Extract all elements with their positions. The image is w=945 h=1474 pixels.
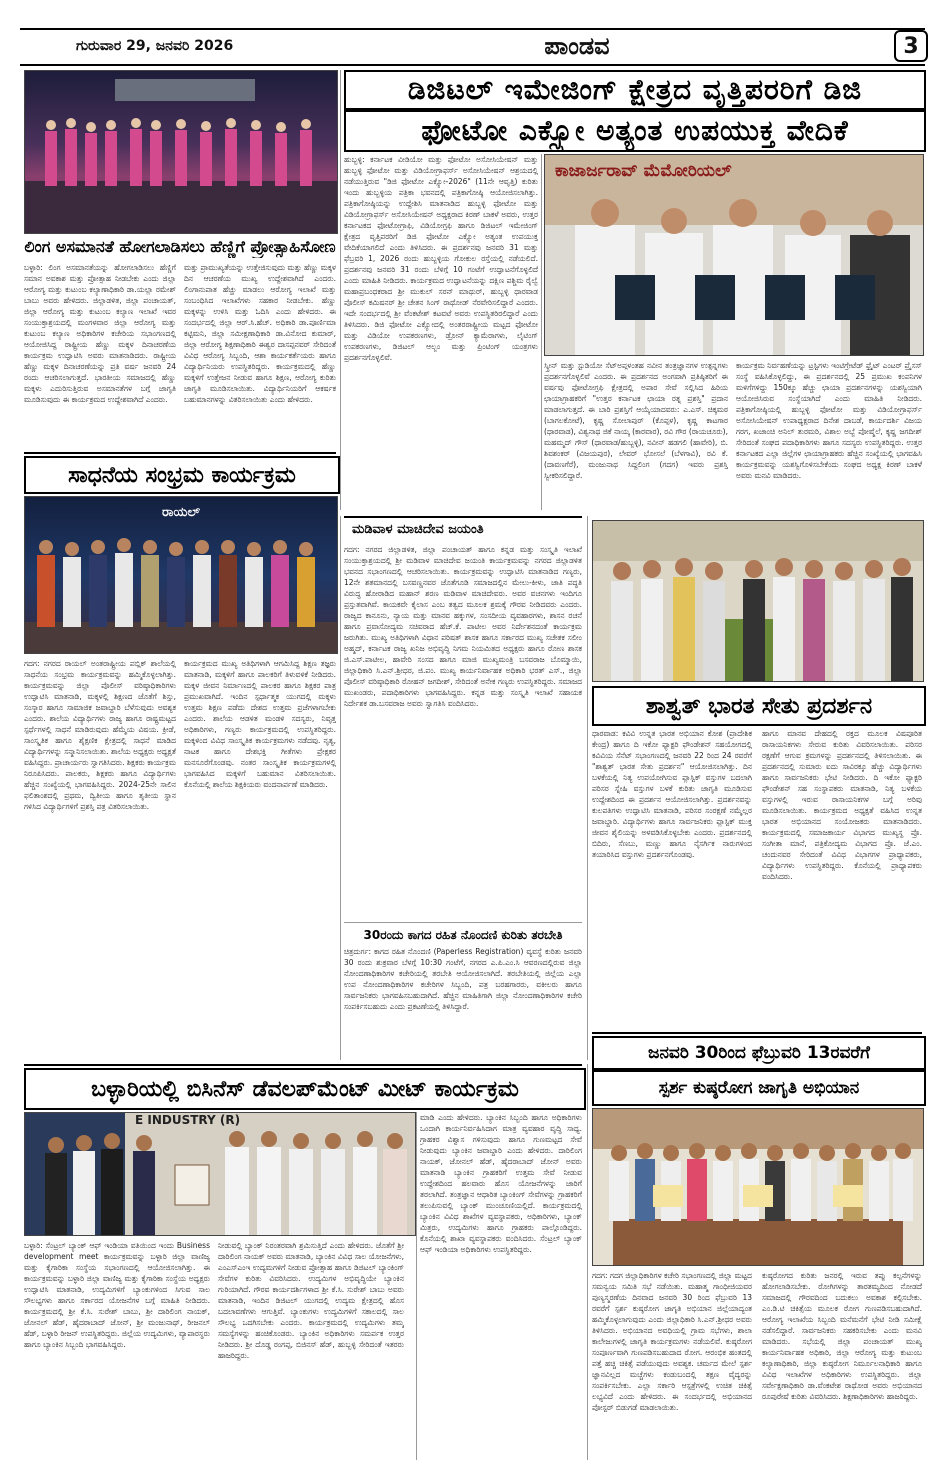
leprosy-headline-line2: ಸ್ಪರ್ಶ ಕುಷ್ಠರೋಗ ಜಾಗೃತಿ ಅಭಿಯಾನ	[592, 1070, 926, 1106]
sadhane-headline: ಸಾಧನೆಯ ಸಂಭ್ರಮ ಕಾರ್ಯಕ್ರಮ	[24, 456, 340, 494]
gender-event-photo	[24, 70, 338, 234]
section-rule	[344, 922, 582, 923]
digi-body-col3: ಕಾರ್ಯಕ್ರಮ ನಿರ್ವಹಣೆಯನ್ನು ಟ್ರಸ್ಟಿಗಳು ಇಂಟಿಗ್ರೇಟೆಡ್ ಫ್ರೈಟ್ ಎಂಟರ್ ಪ್ರೈಸಸ್ ಸಂಸ್ಥೆ ವಹಿಸಿಕೊಳ್ಳಲಿದ್ದು, ಈ ಪ್ರದರ್ಶನದಲ್ಲಿ 25 ಪ್ರಮುಖ ಕಂಪನಿಗಳ ಮಳಿಗೆಗಳಿದ್ದು 150ಕ್ಕೂ ಹೆಚ್ಚು ಛಾಯಾ ಪ್ರದರ್ಶನಗಳನ್ನು ಯಶಸ್ವಿಯಾಗಿ ಆಯೋಜಿಸಿರುವ ಸಂಸ್ಥೆಯಾಗಿದೆ ಎಂದು ಮಾಹಿತಿ ನೀಡಿದರು. ಪತ್ರಿಕಾಗೋಷ್ಠಿಯಲ್ಲಿ ಹುಬ್ಬಳ್ಳಿ ಫೋಟೋ ಮತ್ತು ವಿಡಿಯೋಗ್ರಾಫರ್ಸ್ ಅಸೋಸಿಯೇಷನ್ ಉಪಾಧ್ಯಕ್ಷರಾದ ದಿನೇಶ ದಾಬಡೆ, ಕಾರ್ಯದರ್ಶಿ ವಿಜಯ ಗರಗ, ಖಜಾಂಚಿ ಅನಿಲ್ ತುರಮರಿ, ವಿಶಾಲ ಅಬ್ಬೆ ಪೋಷ್ಮೆಲೆ, ಕೃಷ್ಣ ಜಗದೀಶ್ ಸೇರಿದಂತೆ ಸಂಘದ ಪದಾಧಿಕಾರಿಗಳು ಹಾಗೂ ಸದಸ್ಯರು ಉಪಸ್ಥಿತರಿದ್ದರು. ಉತ್ತರ ಕರ್ನಾಟಕದ ಎಲ್ಲಾ ಜಿಲ್ಲೆಗಳ ಛಾಯಾಗ್ರಾಹಕರು ಹೆಚ್ಚಿನ ಸಂಖ್ಯೆಯಲ್ಲಿ ಭಾಗವಹಿಸಿ ಕಾರ್ಯಕ್ರಮವನ್ನು ಯಶಸ್ವಿಗೊಳಿಸಬೇಕೆಂದು ಸಂಘದ ಅಧ್ಯಕ್ಷ ಕಿರಣ್ ಬಾಕಳೆ ಅವರು ಮನವಿ ಮಾಡಿದರು.	[736, 361, 922, 480]
digi-photo-people	[545, 155, 923, 355]
shashwat-photo-people	[593, 521, 923, 681]
column-rule	[416, 1112, 417, 1460]
masthead-bottom-rule	[20, 64, 925, 66]
gender-body-col2: ಮತ್ತು ಪ್ರಾಮುಖ್ಯತೆಯನ್ನು ಉತ್ತೇಜಿಸುವುದು ಮತ್ತು ಹೆಣ್ಣು ಮಕ್ಕಳ ದಿನ ಆಚರಣೆಯ ಮುಖ್ಯ ಉದ್ದೇಶವಾಗಿದೆ ಎಂದರು. ಲಿಂಗಾನುಪಾತ ಹೆಚ್ಚು ಮಾಡಲು ಆರೋಗ್ಯ ಇಲಾಖೆ ಮತ್ತು ಸಂಬಂಧಿಸಿದ ಇಲಾಖೆಗಳು ಸಹಕಾರ ನೀಡಬೇಕು. ಹೆಣ್ಣು ಮಕ್ಕಳನ್ನು ಉಳಿಸಿ ಮತ್ತು ಓದಿಸಿ ಎಂದು ಹೇಳಿದರು. ಈ ಸಂದರ್ಭದಲ್ಲಿ ಜಿಲ್ಲಾ ಆರ್.ಸಿ.ಹೆಚ್. ಅಧಿಕಾರಿ ಡಾ.ಪೂರ್ಣಿಮಾ ಕಟ್ಟಿಮನಿ, ಜಿಲ್ಲಾ ಸಮೀಕ್ಷಣಾಧಿಕಾರಿ ಡಾ.ವಿನೋದ ಕುಮಾರ್, ಜಿಲ್ಲಾ ಆರೋಗ್ಯ ಶಿಕ್ಷಣಾಧಿಕಾರಿ ಈಶ್ವರ ದಾಸಪ್ಪನವರ್ ಸೇರಿದಂತೆ ವಿವಿಧ ಆರೋಗ್ಯ ಸಿಬ್ಬಂದಿ, ಆಶಾ ಕಾರ್ಯಕರ್ತೆಯರು ಹಾಗೂ ವಿದ್ಯಾರ್ಥಿನಿಯರು ಉಪಸ್ಥಿತರಿದ್ದರು. ಕಾರ್ಯಕ್ರಮದಲ್ಲಿ ಹೆಣ್ಣು ಮಕ್ಕಳಿಗೆ ಉತ್ತೇಜನ ನೀಡುವ ಹಾಗೂ ಶಿಕ್ಷಣ, ಆರೋಗ್ಯ ಕುರಿತು ಜಾಗೃತಿ ಮೂಡಿಸಲಾಯಿತು. ವಿದ್ಯಾರ್ಥಿನಿಯರಿಗೆ ಆಕರ್ಷಕ ಬಹುಮಾನಗಳನ್ನು ವಿತರಿಸಲಾಯಿತು ಎಂದು ಹೇಳಿದರು.	[184, 263, 336, 404]
page-number: 3	[894, 30, 928, 62]
shashwat-body-col2: ಹಾಗೂ ಮಾನವ ದೇಹದಲ್ಲಿ ರಕ್ತದ ಮೂಲಕ ವಿಷಪೂರಿತ ರಾಸಾಯನಿಕಗಳು ಸೇರುವ ಕುರಿತು ವಿವರಿಸಲಾಯಿತು. ಪರಿಸರ ರಕ್ಷಣೆಗೆ ಆಗುವ ಕ್ರಮಗಳನ್ನು ಪ್ರದರ್ಶನದಲ್ಲಿ ತಿಳಿಸಲಾಯಿತು. ಈ ಪ್ರದರ್ಶನದಲ್ಲಿ ಸುಮಾರು ಐದು ಸಾವಿರಕ್ಕೂ ಹೆಚ್ಚು ವಿದ್ಯಾರ್ಥಿಗಳು ಹಾಗೂ ಸಾರ್ವಜನಿಕರು ಭೇಟಿ ನೀಡಿದರು. ದಿ ಇಕೋ ಫ್ಯಾಕ್ಟರಿ ಫೌಂಡೇಶನ್ ಸಹ ಸಂಸ್ಥಾಪಕರು ಮಾತನಾಡಿ, ನಿತ್ಯ ಬಳಕೆಯ ವಸ್ತುಗಳಲ್ಲಿ ಇರುವ ರಾಸಾಯನಿಕಗಳ ಬಗ್ಗೆ ಅರಿವು ಮೂಡಿಸಲಾಯಿತು. ಕಾರ್ಯಕ್ರಮದ ಅಧ್ಯಕ್ಷತೆ ವಹಿಸಿದ ಉನ್ನತ ಭಾರತ ಅಭಿಯಾನದ ಸಂಯೋಜಕರು ಮಾತನಾಡಿದರು. ಕಾರ್ಯಕ್ರಮದಲ್ಲಿ ಸಮಾಜಕಾರ್ಯ ವಿಭಾಗದ ಮುಖ್ಯಸ್ಥ ಪ್ರೊ. ಸಂಗೀತಾ ಮಾನೆ, ಪತ್ರಿಕೋದ್ಯಮ ವಿಭಾಗದ ಪ್ರೊ. ಜೆ.ಎಂ. ಚಂದುನವರ ಸೇರಿದಂತೆ ವಿವಿಧ ವಿಭಾಗಗಳ ಪ್ರಾಧ್ಯಾಪಕರು, ವಿದ್ಯಾರ್ಥಿಗಳು ಉಪಸ್ಥಿತರಿದ್ದರು. ಕೊನೆಯಲ್ಲಿ ಪ್ರಾಧ್ಯಾಪಕರು ವಂದಿಸಿದರು.	[762, 729, 922, 881]
gender-body-col1: ಬಳ್ಳಾರಿ: ಲಿಂಗ ಅಸಮಾನತೆಯನ್ನು ಹೋಗಲಾಡಿಸಲು ಹೆಣ್ಣಿಗೆ ಸಮಾನ ಅವಕಾಶ ಮತ್ತು ಪ್ರೋತ್ಸಾಹ ನೀಡಬೇಕು ಎಂದು ಜಿಲ್ಲಾ ಆರೋಗ್ಯ ಮತ್ತು ಕುಟುಂಬ ಕಲ್ಯಾಣಾಧಿಕಾರಿ ಡಾ.ಯಲ್ಲಾ ರಮೇಶ್ ಬಾಬು ಅವರು ಹೇಳಿದರು. ಜಿಲ್ಲಾಡಳಿತ, ಜಿಲ್ಲಾ ಪಂಚಾಯತ್, ಜಿಲ್ಲಾ ಆರೋಗ್ಯ ಮತ್ತು ಕುಟುಂಬ ಕಲ್ಯಾಣ ಇಲಾಖೆ ಇವರ ಸಂಯುಕ್ತಾಶ್ರಯದಲ್ಲಿ ಮಂಗಳವಾರ ಜಿಲ್ಲಾ ಆರೋಗ್ಯ ಮತ್ತು ಕುಟುಂಬ ಕಲ್ಯಾಣ ಅಧಿಕಾರಿಗಳ ಕಚೇರಿಯ ಸಭಾಂಗಣದಲ್ಲಿ ಆಯೋಜಿಸಿದ್ದ ರಾಷ್ಟ್ರೀಯ ಹೆಣ್ಣು ಮಕ್ಕಳ ದಿನಾಚರಣೆಯ ಕಾರ್ಯಕ್ರಮ ಉದ್ಘಾಟಿಸಿ ಅವರು ಮಾತನಾಡಿದರು. ರಾಷ್ಟ್ರೀಯ ಹೆಣ್ಣು ಮಕ್ಕಳ ದಿನಾಚರಣೆಯನ್ನು ಪ್ರತಿ ವರ್ಷ ಜನವರಿ 24 ರಂದು ಆಚರಿಸಲಾಗುತ್ತದೆ. ಭಾರತೀಯ ಸಮಾಜದಲ್ಲಿ ಹೆಣ್ಣು ಮಕ್ಕಳು ಎದುರಿಸುತ್ತಿರುವ ಅಸಮಾನತೆಗಳ ಬಗ್ಗೆ ಜಾಗೃತಿ ಮೂಡಿಸುವುದು ಈ ಕಾರ್ಯಕ್ರಮದ ಉದ್ದೇಶವಾಗಿದೆ ಎಂದರು.	[24, 263, 176, 404]
bmeet-event-photo	[24, 1112, 416, 1236]
section-rule	[24, 452, 336, 454]
sadhane-body-col1: ಗದಗ: ನಗರದ ರಾಯಲ್ ಅಂತರಾಷ್ಟ್ರೀಯ ಪಬ್ಲಿಕ್ ಶಾಲೆಯಲ್ಲಿ ಸಾಧನೆಯ ಸಂಭ್ರಮ ಕಾರ್ಯಕ್ರಮವನ್ನು ಹಮ್ಮಿಕೊಳ್ಳಲಾಗಿತ್ತು. ಕಾರ್ಯಕ್ರಮವನ್ನು ಜಿಲ್ಲಾ ಪೊಲೀಸ್ ವರಿಷ್ಠಾಧಿಕಾರಿಗಳು ಉದ್ಘಾಟಿಸಿ ಮಾತನಾಡಿ, ಮಕ್ಕಳಲ್ಲಿ ಶಿಕ್ಷಣದ ಜೊತೆಗೆ ಶಿಸ್ತು, ಸಂಸ್ಕಾರ ಹಾಗೂ ಸಾಮಾಜಿಕ ಜವಾಬ್ದಾರಿ ಬೆಳೆಸುವುದು ಅವಶ್ಯಕ ಎಂದರು. ಶಾಲೆಯ ವಿದ್ಯಾರ್ಥಿಗಳು ರಾಜ್ಯ ಹಾಗೂ ರಾಷ್ಟ್ರಮಟ್ಟದ ಸ್ಪರ್ಧೆಗಳಲ್ಲಿ ಸಾಧನೆ ಮಾಡಿರುವುದು ಹೆಮ್ಮೆಯ ವಿಷಯ. ಕ್ರೀಡೆ, ಸಾಂಸ್ಕೃತಿಕ ಹಾಗೂ ಶೈಕ್ಷಣಿಕ ಕ್ಷೇತ್ರದಲ್ಲಿ ಸಾಧನೆ ಮಾಡಿದ ವಿದ್ಯಾರ್ಥಿಗಳನ್ನು ಸನ್ಮಾನಿಸಲಾಯಿತು. ಶಾಲೆಯ ಅಧ್ಯಕ್ಷರು ಅಧ್ಯಕ್ಷತೆ ವಹಿಸಿದ್ದರು. ಪ್ರಾಚಾರ್ಯರು ಸ್ವಾಗತಿಸಿದರು. ಶಿಕ್ಷಕರು ಕಾರ್ಯಕ್ರಮ ನಿರೂಪಿಸಿದರು. ಪಾಲಕರು, ಶಿಕ್ಷಕರು ಹಾಗೂ ವಿದ್ಯಾರ್ಥಿಗಳು ಹೆಚ್ಚಿನ ಸಂಖ್ಯೆಯಲ್ಲಿ ಭಾಗವಹಿಸಿದ್ದರು. 2024-25ನೇ ಸಾಲಿನ ಫಲಿತಾಂಶದಲ್ಲಿ ಪ್ರಥಮ, ದ್ವಿತೀಯ ಹಾಗೂ ತೃತೀಯ ಸ್ಥಾನ ಗಳಿಸಿದ ವಿದ್ಯಾರ್ಥಿಗಳಿಗೆ ಪ್ರಶಸ್ತಿ ಪತ್ರ ವಿತರಿಸಲಾಯಿತು.	[24, 659, 176, 811]
madivala-headline: ಮಡಿವಾಳ ಮಾಚಿದೇವ ಜಯಂತಿ	[352, 521, 484, 537]
leprosy-headline-line1: ಜನವರಿ 30ರಿಂದ ಫೆಬ್ರುವರಿ 13ರವರೆಗೆ	[592, 1036, 926, 1070]
column-rule	[587, 1064, 588, 1460]
sadhane-photo-banner: ರಾಯಲ್	[161, 505, 201, 520]
leprosy-body-col1: ಗದಗ: ಗದಗ ಜಿಲ್ಲಾಧಿಕಾರಿಗಳ ಕಚೇರಿ ಸಭಾಂಗಣದಲ್ಲಿ ಜಿಲ್ಲಾ ಮಟ್ಟದ ಸಮನ್ವಯ ಸಮಿತಿ ಸಭೆ ನಡೆಯಿತು. ಮಹಾತ್ಮ ಗಾಂಧೀಜಿಯವರ ಪುಣ್ಯಸ್ಮರಣೆಯ ದಿನವಾದ ಜನವರಿ 30 ರಿಂದ ಫೆಬ್ರುವರಿ 13 ರವರೆಗೆ ಸ್ಪರ್ಶ ಕುಷ್ಠರೋಗ ಜಾಗೃತಿ ಅಭಿಯಾನ ಜಿಲ್ಲೆಯಾದ್ಯಂತ ಹಮ್ಮಿಕೊಳ್ಳಲಾಗುವುದು ಎಂದು ಜಿಲ್ಲಾಧಿಕಾರಿ ಸಿ.ಎನ್.ಶ್ರೀಧರ ಅವರು ತಿಳಿಸಿದರು. ಅಭಿಯಾನದ ಅವಧಿಯಲ್ಲಿ ಗ್ರಾಮ ಸಭೆಗಳು, ಶಾಲಾ ಕಾಲೇಜುಗಳಲ್ಲಿ ಜಾಗೃತಿ ಕಾರ್ಯಕ್ರಮಗಳು ನಡೆಯಲಿವೆ. ಕುಷ್ಠರೋಗ ಸಂಪೂರ್ಣವಾಗಿ ಗುಣಪಡಿಸಬಹುದಾದ ರೋಗ. ಆರಂಭಿಕ ಹಂತದಲ್ಲಿ ಪತ್ತೆ ಹಚ್ಚಿ ಚಿಕಿತ್ಸೆ ಪಡೆಯುವುದು ಅವಶ್ಯಕ. ಚರ್ಮದ ಮೇಲೆ ಸ್ಪರ್ಶ ಜ್ಞಾನವಿಲ್ಲದ ಮಚ್ಚೆಗಳು ಕಂಡುಬಂದಲ್ಲಿ ತಕ್ಷಣ ವೈದ್ಯರನ್ನು ಸಂಪರ್ಕಿಸಬೇಕು. ಎಲ್ಲಾ ಸರ್ಕಾರಿ ಆಸ್ಪತ್ರೆಗಳಲ್ಲಿ ಉಚಿತ ಚಿಕಿತ್ಸೆ ಲಭ್ಯವಿದೆ ಎಂದು ಹೇಳಿದರು. ಈ ಸಂದರ್ಭದಲ್ಲಿ ಅಭಿಯಾನದ ಪೋಸ್ಟರ್ ಬಿಡುಗಡೆ ಮಾಡಲಾಯಿತು.	[592, 1271, 752, 1412]
digi-body-col2: ಸ್ಕ್ರೀನ್ ಮತ್ತು ಸ್ಟುಡಿಯೋ ಸೆಟ್ಅಪ್ಗಳಂತಹ ನವೀನ ತಂತ್ರಜ್ಞಾನಗಳ ಉತ್ಪನ್ನಗಳು ಪ್ರದರ್ಶನಗೊಳ್ಳಲಿವೆ ಎಂದರು. ಈ ಪ್ರದರ್ಶನದ ಅಂಗವಾಗಿ ಪ್ರತಿಷ್ಠಿತರಿಗೆ ಈ ವರ್ಷವು ಫೋಟೋಗ್ರಫಿ ಕ್ಷೇತ್ರದಲ್ಲಿ ಅಪಾರ ಸೇವೆ ಸಲ್ಲಿಸಿದ ಹಿರಿಯ ಛಾಯಾಗ್ರಾಹಕರಿಗೆ "ಉತ್ತರ ಕರ್ನಾಟಕ ಛಾಯಾ ರತ್ನ ಪ್ರಶಸ್ತಿ" ಪ್ರದಾನ ಮಾಡಲಾಗುತ್ತದೆ. ಈ ಬಾರಿ ಪ್ರಶಸ್ತಿಗೆ ಆಯ್ಕೆಯಾದವರು: ಎ.ಎಸ್. ಚಿಕ್ಕಮಠ (ಬಾಗಲಕೋಟೆ), ಕೃಷ್ಣ ಸೋಲಾಪುರ್ (ಕೊಪ್ಪಳ), ಕೃಷ್ಣ ಕಾಟಗಾರ (ಧಾರವಾಡ), ವಿಶ್ವನಾಥ ಜಿಕೆ ನಾಯ್ಕ (ಕಾರವಾರ), ರವಿ ಗೌರ (ರಾಯಚೂರು), ಮಹಮ್ಮದ್ ಗೌಸ್ (ಧಾರವಾಡ/ಹುಬ್ಬಳ್ಳಿ), ನವೀನ್ ಹಡಗಲಿ (ಹಾವೇರಿ), ಬಿ. ಶಿವಶಂಕರ್ (ವಿಜಯಪುರ), ಲೇವರ್ ಭೋಸಲೆ (ಬೆಳಗಾವಿ), ರವಿ ಕೆ. (ದಾವಣಗೆರೆ), ಮಂಜುನಾಥ ಸಿದ್ದಲಿಂಗ (ಗದಗ) ಇವರು ಪ್ರಶಸ್ತಿ ಸ್ವೀಕರಿಸಲಿದ್ದಾರೆ.	[544, 361, 728, 480]
masthead-title: ಪಾಂಡವ	[544, 32, 610, 60]
bmeet-body-col3: ಮಾಡಿ ಎಂದು ಹೇಳಿದರು. ಬ್ಯಾಂಕಿನ ಸಿಬ್ಬಂದಿ ಹಾಗೂ ಅಧಿಕಾರಿಗಳು ಒಂದಾಗಿ ಕಾರ್ಯನಿರ್ವಹಿಸಿದಾಗ ಮಾತ್ರ ವ್ಯವಹಾರ ವೃದ್ಧಿ ಸಾಧ್ಯ. ಗ್ರಾಹಕರ ವಿಶ್ವಾಸ ಗಳಿಸುವುದು ಹಾಗೂ ಗುಣಮಟ್ಟದ ಸೇವೆ ನೀಡುವುದು ಬ್ಯಾಂಕಿನ ಜವಾಬ್ದಾರಿ ಎಂದು ಹೇಳಿದರು. ದಾರಿಲಿಂಗ ನಾಯಕ್, ಜೋನಲ್ ಹೆಡ್, ಹೈದರಾಬಾದ್ ಜೋನ್ ಅವರು ಮಾತನಾಡಿ ಬ್ಯಾಂಕಿನ ಗ್ರಾಹಕರಿಗೆ ಉತ್ತಮ ಸೇವೆ ನೀಡುವ ಉದ್ದೇಶದಿಂದ ಹಲವಾರು ಹೊಸ ಯೋಜನೆಗಳನ್ನು ಜಾರಿಗೆ ತರಲಾಗಿದೆ. ತಂತ್ರಜ್ಞಾನ ಆಧಾರಿತ ಬ್ಯಾಂಕಿಂಗ್ ಸೇವೆಗಳನ್ನು ಗ್ರಾಹಕರಿಗೆ ತಲುಪಿಸುವಲ್ಲಿ ಬ್ಯಾಂಕ್ ಮುಂಚೂಣಿಯಲ್ಲಿದೆ. ಕಾರ್ಯಕ್ರಮದಲ್ಲಿ ಬ್ಯಾಂಕಿನ ವಿವಿಧ ಶಾಖೆಗಳ ವ್ಯವಸ್ಥಾಪಕರು, ಅಧಿಕಾರಿಗಳು, ಬ್ಯಾಂಕ್ ಮಿತ್ರರು, ಉದ್ಯಮಿಗಳು ಹಾಗೂ ಗ್ರಾಹಕರು ಪಾಲ್ಗೊಂಡಿದ್ದರು. ಕೊನೆಯಲ್ಲಿ ಶಾಖಾ ವ್ಯವಸ್ಥಾಪಕರು ವಂದಿಸಿದರು. ಸೆಂಟ್ರಲ್ ಬ್ಯಾಂಕ್ ಆಫ್ ಇಂಡಿಯಾ ಅಧಿಕಾರಿಗಳು ಉಪಸ್ಥಿತರಿದ್ದರು.	[420, 1113, 582, 1254]
shashwat-headline: ಶಾಶ್ವತ್ ಭಾರತ ಸೇತು ಪ್ರದರ್ಶನ	[592, 686, 926, 726]
leprosy-photo-people	[593, 1109, 923, 1265]
digi-body-col1: ಹುಬ್ಬಳ್ಳಿ: ಕರ್ನಾಟಕ ವೀಡಿಯೋ ಮತ್ತು ಫೋಟೋ ಅಸೋಸಿಯೇಷನ್ ಮತ್ತು ಹುಬ್ಬಳ್ಳಿ ಫೋಟೋ ಮತ್ತು ವಿಡಿಯೋಗ್ರಾಫರ್ಸ್ ಅಸೋಸಿಯೇಷನ್ ಆಶ್ರಯದಲ್ಲಿ ನಡೆಯುತ್ತಿರುವ "ಡಿಜಿ ಫೋಟೋ ಎಕ್ಸ್ಪೋ-2026" (11ನೇ ಆವೃತ್ತಿ) ಕುರಿತು ಇಂದು ಹುಬ್ಬಳ್ಳಿಯ ಪತ್ರಿಕಾ ಭವನದಲ್ಲಿ ಪತ್ರಿಕಾಗೋಷ್ಠಿ ಆಯೋಜಿಸಲಾಗಿತ್ತು. ಪತ್ರಿಕಾಗೋಷ್ಠಿಯನ್ನು ಉದ್ದೇಶಿಸಿ ಮಾತನಾಡಿದ ಹುಬ್ಬಳ್ಳಿ ಫೋಟೋ ಮತ್ತು ವಿಡಿಯೋಗ್ರಾಫರ್ಸ್ ಅಸೋಸಿಯೇಷನ್ ಅಧ್ಯಕ್ಷರಾದ ಕಿರಣ್ ಬಾಕಳೆ ಅವರು, ಉತ್ತರ ಕರ್ನಾಟಕದ ಫೋಟೋಗ್ರಾಫಿ, ವಿಡಿಯೋಗ್ರಫಿ ಹಾಗೂ ಡಿಜಿಟಲ್ ಇಮೇಜಿಂಗ್ ಕ್ಷೇತ್ರದ ವೃತ್ತಿಪರರಿಗೆ ಡಿಜಿ ಫೋಟೋ ಎಕ್ಸ್ಪೋ ಅತ್ಯಂತ ಉಪಯುಕ್ತ ವೇದಿಕೆಯಾಗಲಿದೆ ಎಂದು ತಿಳಿಸಿದರು. ಈ ಪ್ರದರ್ಶನವು ಜನವರಿ 31 ಮತ್ತು ಫೆಬ್ರವರಿ 1, 2026 ರಂದು ಹುಬ್ಬಳ್ಳಿಯ ಗೋಕುಲ ರಸ್ತೆಯಲ್ಲಿ ನಡೆಯಲಿದೆ. ಪ್ರದರ್ಶನವು ಜನವರಿ 31 ರಂದು ಬೆಳಿಗ್ಗೆ 10 ಗಂಟೆಗೆ ಉದ್ಘಾಟನೆಗೊಳ್ಳಲಿದೆ ಎಂದು ಮಾಹಿತಿ ನೀಡಿದರು. ಕಾರ್ಯಕ್ರಮದ ಉದ್ಘಾಟನೆಯನ್ನು ದಕ್ಷಿಣ ಪಶ್ಚಿಮ ರೈಲ್ವೆ ಮಹಾಪ್ರಬಂಧಕರಾದ ಶ್ರೀ ಮುಕುಲ್ ಸರನ್ ಮಾಥುರ್, ಹುಬ್ಬಳ್ಳಿ ಧಾರವಾಡ ಪೊಲೀಸ್ ಕಮಿಷನರ್ ಶ್ರೀ ಚೇತನ ಸಿಂಗ್ ರಾಥೋಡ್ ನೆರವೇರಿಸಲಿದ್ದಾರೆ ಎಂದರು. ಇದೇ ಸಂದರ್ಭದಲ್ಲಿ ಶ್ರೀ ವೆಂಕಟೇಶ್ ಕಟವಟೆ ಅವರು ಉಪಸ್ಥಿತರಿರಲಿದ್ದಾರೆ ಎಂದು ತಿಳಿಸಿದರು. ಡಿಜಿ ಫೋಟೋ ಎಕ್ಸ್ಪೋದಲ್ಲಿ ಅಂತರರಾಷ್ಟ್ರೀಯ ಮಟ್ಟದ ಫೋಟೋ ಮತ್ತು ವಿಡಿಯೋ ಉಪಕರಣಗಳು, ಡ್ರೋನ್ ಕ್ಯಾಮೆರಾಗಳು, ಲೈಟಿಂಗ್ ಉಪಕರಣಗಳು, ಡಿಜಿಟಲ್ ಆಲ್ಬಂ ಮತ್ತು ಪ್ರಿಂಟಿಂಗ್ ಯಂತ್ರಗಳು ಪ್ರದರ್ಶನಗೊಳ್ಳಲಿವೆ.	[344, 155, 538, 362]
column-rule	[340, 70, 341, 510]
column-rule	[541, 154, 542, 510]
masthead	[16, 30, 928, 62]
gender-photo-scene	[25, 71, 337, 233]
bmeet-body-col2: ನೀಡುವಲ್ಲಿ ಬ್ಯಾಂಕ್ ನಿರಂತರವಾಗಿ ಶ್ರಮಿಸುತ್ತಿದೆ ಎಂದು ಹೇಳಿದರು. ಜೊತೆಗೆ ಶ್ರೀ ದಾರಿಲಿಂಗ ನಾಯಕ್ ಅವರು ಮಾತನಾಡಿ, ಬ್ಯಾಂಕಿನ ವಿವಿಧ ಸಾಲ ಯೋಜನೆಗಳು, ಎಂಎಸ್‌ಎಂಇ ಉದ್ಯಮಗಳಿಗೆ ನೀಡುವ ಪ್ರೋತ್ಸಾಹ ಹಾಗೂ ಡಿಜಿಟಲ್ ಬ್ಯಾಂಕಿಂಗ್ ಸೇವೆಗಳ ಕುರಿತು ವಿವರಿಸಿದರು. ಉದ್ಯಮಿಗಳ ಅಭಿವೃದ್ಧಿಯೇ ಬ್ಯಾಂಕಿನ ಗುರಿಯಾಗಿದೆ. ಗೌರವ ಕಾರ್ಯದರ್ಶಿಗಳಾದ ಶ್ರೀ ಕೆ.ಸಿ. ಸುರೇಶ್ ಬಾಬು ಅವರು ಮಾತನಾಡಿ, ಇಂದಿನ ಡಿಜಿಟಲ್ ಯುಗದಲ್ಲಿ ಉದ್ಯಮ ಕ್ಷೇತ್ರದಲ್ಲಿ ಹೊಸ ಬದಲಾವಣೆಗಳು ಆಗುತ್ತಿವೆ. ಬ್ಯಾಂಕುಗಳು ಉದ್ಯಮಿಗಳಿಗೆ ಸಕಾಲದಲ್ಲಿ ಸಾಲ ಸೌಲಭ್ಯ ಒದಗಿಸಬೇಕು ಎಂದರು. ಕಾರ್ಯಕ್ರಮದಲ್ಲಿ ಉದ್ಯಮಿಗಳು ತಮ್ಮ ಸಮಸ್ಯೆಗಳನ್ನು ಹಂಚಿಕೊಂಡರು. ಬ್ಯಾಂಕಿನ ಅಧಿಕಾರಿಗಳು ಸಮರ್ಪಕ ಉತ್ತರ ನೀಡಿದರು. ಶ್ರೀ ದೊಡ್ಡ ರಂಗಪ್ಪ, ಬಿಜಿನಸ್ ಹೆಡ್, ಹುಬ್ಬಳ್ಳಿ ಸೇರಿದಂತೆ ಇತರರು ಹಾಜರಿದ್ದರು.	[218, 1241, 404, 1360]
paperless-body: ಚಿತ್ರದುರ್ಗ: ಕಾಗದ ರಹಿತ ನೊಂದಣಿ (Paperless Registration) ವ್ಯವಸ್ಥೆ ಕುರಿತು ಜನವರಿ 30 ರಂದು ಶುಕ್ರವಾರ ಬೆಳಗ್ಗೆ 10:30 ಗಂಟೆಗೆ, ನಗರದ ಎ.ಪಿ.ಎಂ.ಸಿ ಆವರಣದಲ್ಲಿರುವ ಜಿಲ್ಲಾ ನೋಂದಣಾಧಿಕಾರಿಗಳ ಕಚೇರಿಯಲ್ಲಿ ತರಬೇತಿ ಆಯೋಜಿಸಲಾಗಿದೆ. ತರಬೇತಿಯಲ್ಲಿ ಜಿಲ್ಲೆಯ ಎಲ್ಲಾ ಉಪ ನೋಂದಣಾಧಿಕಾರಿಗಳ ಕಚೇರಿಗಳ ಸಿಬ್ಬಂದಿ, ಪತ್ರ ಬರಹಗಾರರು, ವಕೀಲರು ಹಾಗೂ ಸಾರ್ವಜನಿಕರು ಭಾಗವಹಿಸಬಹುದಾಗಿದೆ. ಹೆಚ್ಚಿನ ಮಾಹಿತಿಗಾಗಿ ಜಿಲ್ಲಾ ನೋಂದಣಾಧಿಕಾರಿಗಳ ಕಚೇರಿ ಸಂಪರ್ಕಿಸಬಹುದು ಎಂದು ಪ್ರಕಟಣೆಯಲ್ಲಿ ತಿಳಿಸಿದ್ದಾರೆ.	[344, 947, 582, 1011]
paperless-headline: 30ರಂದು ಕಾಗದ ರಹಿತ ನೊಂದಣಿ ಕುರಿತು ತರಬೇತಿ	[363, 927, 563, 942]
digi-photo-banner: ಕಾಜಾರ್ಜರಾವ್ ಮೆಮೋರಿಯಲ್	[555, 161, 732, 181]
sadhane-body-col2: ಕಾರ್ಯಕ್ರಮದ ಮುಖ್ಯ ಅತಿಥಿಗಳಾಗಿ ಆಗಮಿಸಿದ್ದ ಶಿಕ್ಷಣ ತಜ್ಞರು ಮಾತನಾಡಿ, ಮಕ್ಕಳಿಗೆ ಹಾಗೂ ಪಾಲಕರಿಗೆ ತಿಳುವಳಿಕೆ ನೀಡಿದರು. ಮಕ್ಕಳ ಜೀವನ ನಿರ್ಮಾಣದಲ್ಲಿ ಪಾಲಕರ ಹಾಗೂ ಶಿಕ್ಷಕರ ಪಾತ್ರ ಪ್ರಮುಖವಾಗಿದೆ. ಇಂದಿನ ಸ್ಪರ್ಧಾತ್ಮಕ ಯುಗದಲ್ಲಿ ಮಕ್ಕಳು ಉತ್ತಮ ಶಿಕ್ಷಣ ಪಡೆದು ದೇಶದ ಉತ್ತಮ ಪ್ರಜೆಗಳಾಗಬೇಕು ಎಂದರು. ಶಾಲೆಯ ಆಡಳಿತ ಮಂಡಳಿ ಸದಸ್ಯರು, ನಿವೃತ್ತ ಅಧಿಕಾರಿಗಳು, ಗಣ್ಯರು ಕಾರ್ಯಕ್ರಮದಲ್ಲಿ ಉಪಸ್ಥಿತರಿದ್ದರು. ಮಕ್ಕಳಿಂದ ವಿವಿಧ ಸಾಂಸ್ಕೃತಿಕ ಕಾರ್ಯಕ್ರಮಗಳು ನಡೆದವು. ನೃತ್ಯ, ನಾಟಕ ಹಾಗೂ ದೇಶಭಕ್ತಿ ಗೀತೆಗಳು ಪ್ರೇಕ್ಷಕರ ಮನಸೂರೆಗೊಂಡವು. ನಂತರ ಸಾಂಸ್ಕೃತಿಕ ಕಾರ್ಯಕ್ರಮಗಳಲ್ಲಿ ಭಾಗವಹಿಸಿದ ಮಕ್ಕಳಿಗೆ ಬಹುಮಾನ ವಿತರಿಸಲಾಯಿತು. ಕೊನೆಯಲ್ಲಿ ಶಾಲೆಯ ಶಿಕ್ಷಕಿಯರು ವಂದನಾರ್ಪಣೆ ಮಾಡಿದರು.	[184, 659, 336, 789]
madivala-body: ಗದಗ: ನಗರದ ಜಿಲ್ಲಾಡಳಿತ, ಜಿಲ್ಲಾ ಪಂಚಾಯತ್ ಹಾಗೂ ಕನ್ನಡ ಮತ್ತು ಸಂಸ್ಕೃತಿ ಇಲಾಖೆ ಸಂಯುಕ್ತಾಶ್ರಯದಲ್ಲಿ ಶ್ರೀ ಮಡಿವಾಳ ಮಾಚಿದೇವ ಜಯಂತಿ ಕಾರ್ಯಕ್ರಮವನ್ನು ನಗರದ ಜಿಲ್ಲಾಡಳಿತ ಭವನದ ಸಭಾಂಗಣದಲ್ಲಿ ಆಚರಿಸಲಾಯಿತು. ಕಾರ್ಯಕ್ರಮವನ್ನು ಉದ್ಘಾಟಿಸಿ ಮಾತನಾಡಿದ ಗಣ್ಯರು, 12ನೇ ಶತಮಾನದಲ್ಲಿ ಬಸವಣ್ಣನವರ ಜೊತೆಗೂಡಿ ಸಮಾಜದಲ್ಲಿನ ಮೇಲು-ಕೀಳು, ಜಾತಿ ಪದ್ಧತಿ ವಿರುದ್ಧ ಹೋರಾಡಿದ ಮಹಾನ್ ಶರಣ ಮಡಿವಾಳ ಮಾಚಿದೇವರು. ಅವರ ವಚನಗಳು ಇಂದಿಗೂ ಪ್ರಸ್ತುತವಾಗಿವೆ. ಕಾಯಕವೇ ಕೈಲಾಸ ಎಂಬ ತತ್ವದ ಮೂಲಕ ಶ್ರಮಕ್ಕೆ ಗೌರವ ನೀಡಿದವರು ಎಂದರು. ರಾಜ್ಯದ ಕಾನೂನು, ನ್ಯಾಯ ಮತ್ತು ಮಾನವ ಹಕ್ಕುಗಳ, ಸಂಸದೀಯ ವ್ಯವಹಾರಗಳು, ಶಾಸನ ರಚನೆ ಹಾಗೂ ಪ್ರವಾಸೋದ್ಯಮ ಸಚಿವರಾದ ಹೆಚ್.ಕೆ. ಪಾಟೀಲ ಅವರ ನಿರ್ದೇಶನದಂತೆ ಕಾರ್ಯಕ್ರಮ ಜರುಗಿತು. ಮುಖ್ಯ ಅತಿಥಿಗಳಾಗಿ ವಿಧಾನ ಪರಿಷತ್ ಶಾಸಕ ಹಾಗೂ ಸರ್ಕಾರದ ಮುಖ್ಯ ಸಚೇತಕ ಸಲೀಂ ಅಹ್ಮದ್, ಕರ್ನಾಟಕ ರಾಜ್ಯ ಖನಿಜ ಅಭಿವೃದ್ಧಿ ನಿಗಮ ನಿಯಮಿತದ ಅಧ್ಯಕ್ಷರು ಹಾಗೂ ರೋಣ ಶಾಸಕ ಜಿ.ಎಸ್.ಪಾಟೀಲ, ಹಾವೇರಿ ಸಂಸದ ಹಾಗೂ ಮಾಜಿ ಮುಖ್ಯಮಂತ್ರಿ ಬಸವರಾಜ ಬೊಮ್ಮಾಯಿ, ಜಿಲ್ಲಾಧಿಕಾರಿ ಸಿ.ಎನ್.ಶ್ರೀಧರ, ಜಿ.ಪಂ. ಮುಖ್ಯ ಕಾರ್ಯನಿರ್ವಾಹಕ ಅಧಿಕಾರಿ ಭರತ್ ಎಸ್., ಜಿಲ್ಲಾ ಪೊಲೀಸ್ ವರಿಷ್ಠಾಧಿಕಾರಿ ರೋಹನ್ ಜಗದೀಶ್, ಸೇರಿದಂತೆ ಅನೇಕ ಗಣ್ಯರು ಉಪಸ್ಥಿತರಿದ್ದರು. ಸಮಾಜದ ಮುಖಂಡರು, ಪದಾಧಿಕಾರಿಗಳು ಭಾಗವಹಿಸಿದ್ದರು. ಕನ್ನಡ ಮತ್ತು ಸಂಸ್ಕೃತಿ ಇಲಾಖೆ ಸಹಾಯಕ ನಿರ್ದೇಶಕ ಡಾ.ಬಸವರಾಜ ಅವರು ಸ್ವಾಗತಿಸಿ ವಂದಿಸಿದರು.	[344, 545, 582, 708]
column-rule	[340, 516, 341, 1060]
digi-expo-photo	[544, 154, 924, 356]
shashwat-event-photo	[592, 520, 924, 682]
column-rule	[587, 516, 588, 1060]
section-rule	[592, 1032, 922, 1034]
leprosy-body-col2: ಕುಷ್ಠರೋಗದ ಕುರಿತು ಜನರಲ್ಲಿ ಇರುವ ತಪ್ಪು ಕಲ್ಪನೆಗಳನ್ನು ಹೋಗಲಾಡಿಸಬೇಕು. ರೋಗಿಗಳನ್ನು ತಾರತಮ್ಯದಿಂದ ನೋಡದೆ ಸಮಾಜದಲ್ಲಿ ಗೌರವದಿಂದ ಬದುಕಲು ಅವಕಾಶ ಕಲ್ಪಿಸಬೇಕು. ಎಂ.ಡಿ.ಟಿ ಚಿಕಿತ್ಸೆಯ ಮೂಲಕ ರೋಗ ಗುಣಪಡಿಸಬಹುದಾಗಿದೆ. ಆರೋಗ್ಯ ಇಲಾಖೆಯ ಸಿಬ್ಬಂದಿ ಮನೆಮನೆಗೆ ಭೇಟಿ ನೀಡಿ ಸಮೀಕ್ಷೆ ನಡೆಸಲಿದ್ದಾರೆ. ಸಾರ್ವಜನಿಕರು ಸಹಕರಿಸಬೇಕು ಎಂದು ಮನವಿ ಮಾಡಿದರು. ಸಭೆಯಲ್ಲಿ ಜಿಲ್ಲಾ ಪಂಚಾಯತ್ ಮುಖ್ಯ ಕಾರ್ಯನಿರ್ವಾಹಕ ಅಧಿಕಾರಿ, ಜಿಲ್ಲಾ ಆರೋಗ್ಯ ಮತ್ತು ಕುಟುಂಬ ಕಲ್ಯಾಣಾಧಿಕಾರಿ, ಜಿಲ್ಲಾ ಕುಷ್ಠರೋಗ ನಿರ್ಮೂಲನಾಧಿಕಾರಿ ಹಾಗೂ ವಿವಿಧ ಇಲಾಖೆಗಳ ಅಧಿಕಾರಿಗಳು ಉಪಸ್ಥಿತರಿದ್ದರು. ಜಿಲ್ಲಾ ಸರ್ವೇಕ್ಷಣಾಧಿಕಾರಿ ಡಾ.ವೆಂಕಟೇಶ ರಾಥೋಡ ಅವರು ಅಭಿಯಾನದ ರೂಪುರೇಷೆ ಕುರಿತು ವಿವರಿಸಿದರು. ಶಿಕ್ಷಣಾಧಿಕಾರಿಗಳು ಹಾಜರಿದ್ದರು.	[762, 1271, 922, 1401]
sadhane-event-photo	[24, 496, 338, 654]
section-rule	[344, 516, 582, 518]
leprosy-event-photo	[592, 1108, 924, 1266]
gender-headline: ಲಿಂಗ ಅಸಮಾನತೆ ಹೋಗಲಾಡಿಸಲು ಹೆಣ್ಣಿಗೆ ಪ್ರೋತ್ಸಾಹಿಸೋಣ	[24, 237, 336, 256]
shashwat-body-col1: ಧಾರವಾಡ: ಕವಿವಿ ಉನ್ನತ ಭಾರತ ಅಭಿಯಾನ ಕೋಶ (ಪ್ರಾದೇಶಿಕ ಕೇಂದ್ರ) ಹಾಗೂ ದಿ ಇಕೋ ಫ್ಯಾಕ್ಟರಿ ಫೌಂಡೇಶನ್ ಸಹಯೋಗದಲ್ಲಿ ಕವಿವಿಯ ಸೆನೆಟ್ ಸಭಾಂಗಣದಲ್ಲಿ ಜನವರಿ 22 ರಿಂದ 24 ರವರೆಗೆ "ಶಾಶ್ವತ್ ಭಾರತ ಸೇತು ಪ್ರದರ್ಶನ" ಆಯೋಜಿಸಲಾಗಿತ್ತು. ದಿನ ಬಳಕೆಯಲ್ಲಿ ನಿತ್ಯ ಉಪಯೋಗಿಸುವ ಪ್ಲಾಸ್ಟಿಕ್ ವಸ್ತುಗಳ ಬದಲಾಗಿ ಪರಿಸರ ಸ್ನೇಹಿ ವಸ್ತುಗಳ ಬಳಕೆ ಕುರಿತು ಜಾಗೃತಿ ಮೂಡಿಸುವ ಉದ್ದೇಶದಿಂದ ಈ ಪ್ರದರ್ಶನ ಆಯೋಜಿಸಲಾಗಿತ್ತು. ಪ್ರದರ್ಶನವನ್ನು ಕುಲಪತಿಗಳು ಉದ್ಘಾಟಿಸಿ ಮಾತನಾಡಿ, ಪರಿಸರ ಸಂರಕ್ಷಣೆ ನಮ್ಮೆಲ್ಲರ ಜವಾಬ್ದಾರಿ. ವಿದ್ಯಾರ್ಥಿಗಳು ಹಾಗೂ ಸಾರ್ವಜನಿಕರು ಪ್ಲಾಸ್ಟಿಕ್ ಮುಕ್ತ ಜೀವನ ಶೈಲಿಯನ್ನು ಅಳವಡಿಸಿಕೊಳ್ಳಬೇಕು ಎಂದರು. ಪ್ರದರ್ಶನದಲ್ಲಿ ಬಿದಿರು, ಸೆಣಬು, ಮಣ್ಣು ಹಾಗೂ ನೈಸರ್ಗಿಕ ನಾರುಗಳಿಂದ ತಯಾರಿಸಿದ ವಸ್ತುಗಳು ಪ್ರದರ್ಶನಗೊಂಡವು.	[592, 729, 752, 859]
bmeet-body-col1: ಬಳ್ಳಾರಿ: ಸೆಂಟ್ರಲ್ ಬ್ಯಾಂಕ್ ಆಫ್ ಇಂಡಿಯಾ ವತಿಯಿಂದ ಇಂದು Business development meet ಕಾರ್ಯಕ್ರಮವನ್ನು ಬಳ್ಳಾರಿ ಜಿಲ್ಲಾ ವಾಣಿಜ್ಯ ಮತ್ತು ಕೈಗಾರಿಕಾ ಸಂಸ್ಥೆಯ ಸಭಾಂಗಣದಲ್ಲಿ ಆಯೋಜಿಸಲಾಗಿತ್ತು. ಈ ಕಾರ್ಯಕ್ರಮವನ್ನು ಬಳ್ಳಾರಿ ಜಿಲ್ಲಾ ವಾಣಿಜ್ಯ ಮತ್ತು ಕೈಗಾರಿಕಾ ಸಂಸ್ಥೆಯ ಅಧ್ಯಕ್ಷರು ಉದ್ಘಾಟಿಸಿ ಮಾತನಾಡಿ, ಉದ್ಯಮಿಗಳಿಗೆ ಬ್ಯಾಂಕುಗಳಿಂದ ಸಿಗುವ ಸಾಲ ಸೌಲಭ್ಯಗಳು ಹಾಗೂ ಸರ್ಕಾರದ ಯೋಜನೆಗಳ ಬಗ್ಗೆ ಮಾಹಿತಿ ನೀಡಿದರು. ಕಾರ್ಯಕ್ರಮದಲ್ಲಿ ಶ್ರೀ ಕೆ.ಸಿ. ಸುರೇಶ್ ಬಾಬು, ಶ್ರೀ ದಾರಿಲಿಂಗ ನಾಯಕ್, ಜೋನಲ್ ಹೆಡ್, ಹೈದರಾಬಾದ್ ಜೋನ್, ಶ್ರೀ ಮಂಜುನಾಥ್, ರೀಜನಲ್ ಹೆಡ್, ಬಳ್ಳಾರಿ ರೀಜನ್ ಉಪಸ್ಥಿತರಿದ್ದರು. ಜಿಲ್ಲೆಯ ಉದ್ಯಮಿಗಳು, ವ್ಯಾಪಾರಸ್ಥರು ಹಾಗೂ ಬ್ಯಾಂಕಿನ ಸಿಬ್ಬಂದಿ ಭಾಗವಹಿಸಿದ್ದರು.	[24, 1241, 210, 1349]
section-rule	[24, 1064, 582, 1066]
digi-headline-line1: ಡಿಜಿಟಲ್ ಇಮೇಜಿಂಗ್ ಕ್ಷೇತ್ರದ ವೃತ್ತಿಪರರಿಗೆ ಡಿಜಿ	[344, 70, 926, 110]
sadhane-photo-people	[25, 497, 337, 653]
digi-headline-line2: ಫೋಟೋ ಎಕ್ಸ್ಪೋ ಅತ್ಯಂತ ಉಪಯುಕ್ತ ವೇದಿಕೆ	[344, 110, 926, 152]
bmeet-headline: ಬಳ್ಳಾರಿಯಲ್ಲಿ ಬಿಸಿನೆಸ್ ಡೆವಲಪ್‌ಮೆಂಟ್ ಮೀಟ್ ಕಾರ್ಯಕ್ರಮ	[24, 1068, 586, 1110]
masthead-date: ಗುರುವಾರ 29, ಜನವರಿ 2026	[76, 38, 234, 54]
bmeet-photo-banner: E INDUSTRY (R)	[135, 1113, 241, 1127]
bmeet-photo-people	[25, 1113, 415, 1235]
